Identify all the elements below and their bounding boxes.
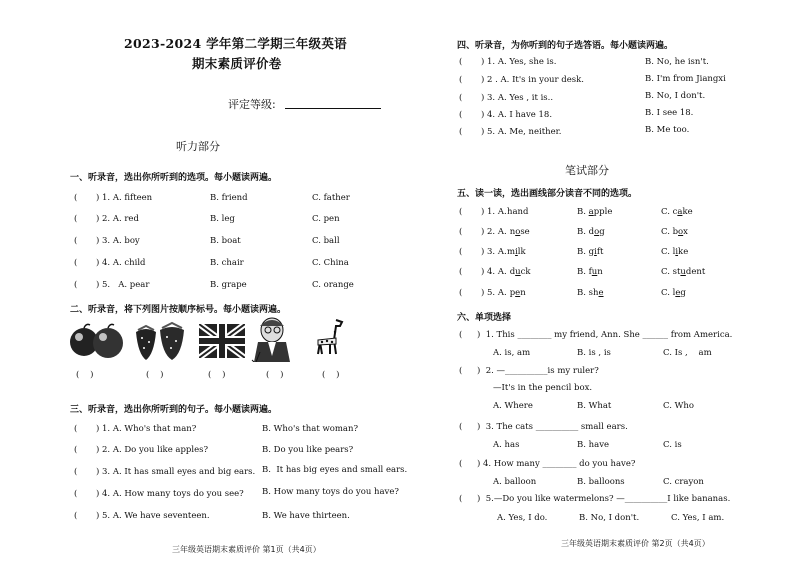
underlined-letter: e <box>598 288 604 298</box>
option-c: C. ball <box>312 236 340 246</box>
option-a: ) 4. A. child <box>96 258 146 268</box>
option-a-text: p <box>507 288 516 298</box>
underlined-letter: o <box>678 227 684 237</box>
reply-b: B. I see 18. <box>645 108 694 118</box>
answer-paren[interactable]: ( <box>459 366 463 376</box>
choice-b: B. What <box>577 401 612 411</box>
reply-a: ) 1. A. Yes, she is. <box>481 57 557 67</box>
option-b <box>577 267 603 277</box>
option-b-text: B. sh <box>577 288 599 298</box>
choice-b: B. is , is <box>577 348 611 358</box>
picture-answer-paren[interactable]: ( ) <box>208 370 226 380</box>
option-b-text: pple <box>593 207 613 217</box>
option-a <box>507 227 530 237</box>
choice-b: B. No, I don't. <box>579 513 640 523</box>
option-b <box>577 227 605 237</box>
reply-a: ) 5. A. Me, neither. <box>481 127 562 137</box>
answer-paren[interactable]: ( <box>74 258 78 268</box>
answer-paren[interactable]: ( <box>74 236 78 246</box>
question-number: ) 2. A. <box>481 227 507 237</box>
option-b-text: B. f <box>577 267 592 277</box>
question-3-stem: ) 3. The cats __________ small ears. <box>477 422 628 432</box>
choice-c: C. Yes, I am. <box>671 513 725 523</box>
choice-c: C. is <box>663 440 682 450</box>
answer-paren[interactable]: ( <box>459 267 463 277</box>
underlined-letter: o <box>515 227 521 237</box>
reply-b: B. No, I don't. <box>645 91 706 101</box>
underlined-letter: a <box>588 207 594 217</box>
answer-paren[interactable]: ( <box>74 193 78 203</box>
choice-c: C. crayon <box>663 477 704 487</box>
choice-a: A. is, am <box>493 348 531 358</box>
option-a <box>507 267 531 277</box>
choice-c: C. Who <box>663 401 694 411</box>
question-number: ) 4. A. <box>481 267 507 277</box>
answer-paren[interactable]: ( <box>459 57 463 67</box>
sentence-a: ) 1. A. Who's that man? <box>96 424 197 434</box>
option-c <box>661 227 688 237</box>
option-c-text: g <box>680 288 686 298</box>
reply-a: ) 2 . A. It's in your desk. <box>481 75 584 85</box>
picture-answer-paren[interactable]: ( ) <box>266 370 284 380</box>
option-c: C. father <box>312 193 350 203</box>
choice-b: B. balloons <box>577 477 625 487</box>
option-c-text: dent <box>685 267 706 277</box>
answer-paren[interactable]: ( <box>459 459 463 469</box>
giraffe-picture <box>312 318 348 358</box>
question-5-stem: ) 5.—Do you like watermelons? —__________I like bananas. <box>477 494 731 504</box>
option-b-text: B. <box>577 207 589 217</box>
option-a <box>507 247 526 257</box>
section-3-heading: 三、听录音，选出你所听到的句子。每小题读两遍。 <box>70 405 278 415</box>
answer-paren[interactable]: ( <box>459 494 463 504</box>
answer-paren[interactable]: ( <box>459 227 463 237</box>
section-4-heading: 四、听录音，为你听到的句子选答语。每小题读两遍。 <box>457 41 674 51</box>
answer-paren[interactable]: ( <box>74 467 78 477</box>
reply-a: ) 3. A. Yes , it is.. <box>481 93 554 103</box>
exam-title: 2023-2024 学年第二学期三年级英语 <box>124 36 347 51</box>
reply-b: B. I'm from Jiangxi <box>645 74 726 84</box>
reply-b: B. Me too. <box>645 125 690 135</box>
answer-paren[interactable]: ( <box>459 247 463 257</box>
option-a: ) 1. A. fifteen <box>96 193 153 203</box>
choice-a: A. Where <box>493 401 533 411</box>
option-b: B. boat <box>210 236 241 246</box>
sentence-a: ) 4. A. How many toys do you see? <box>96 489 244 499</box>
sentence-b: B. It has big eyes and small ears. <box>262 465 408 475</box>
underlined-letter: e <box>675 288 681 298</box>
option-c <box>661 247 688 257</box>
option-b-text: n <box>597 267 603 277</box>
underlined-letter: e <box>515 288 521 298</box>
option-b <box>577 207 612 217</box>
picture-answer-paren[interactable]: ( ) <box>322 370 340 380</box>
answer-paren[interactable]: ( <box>74 214 78 224</box>
answer-paren[interactable]: ( <box>74 424 78 434</box>
answer-paren[interactable]: ( <box>74 511 78 521</box>
answer-paren[interactable]: ( <box>459 422 463 432</box>
option-b-text: ft <box>596 247 604 257</box>
option-c <box>661 288 686 298</box>
underlined-letter: i <box>515 247 518 257</box>
underlined-letter: o <box>594 227 600 237</box>
answer-paren[interactable]: ( <box>459 110 463 120</box>
picture-answer-paren[interactable]: ( ) <box>76 370 94 380</box>
question-2-stem: ) 2. —__________is my ruler? <box>477 366 599 376</box>
option-a-text: m <box>507 247 516 257</box>
option-a-text: ck <box>520 267 531 277</box>
answer-paren[interactable]: ( <box>459 93 463 103</box>
answer-paren[interactable]: ( <box>459 207 463 217</box>
question-number: ) 5. A. <box>481 288 507 298</box>
answer-paren[interactable]: ( <box>459 127 463 137</box>
sentence-b: B. Who's that woman? <box>262 424 359 434</box>
option-c-text: C. c <box>661 207 678 217</box>
reply-b: B. No, he isn't. <box>645 57 709 67</box>
option-c: C. China <box>312 258 349 268</box>
option-b-text: B. d <box>577 227 595 237</box>
sentence-b: B. Do you like pears? <box>262 445 354 455</box>
option-c-text: C. l <box>661 247 676 257</box>
listening-part-title: 听力部分 <box>176 140 220 153</box>
section-2-heading: 二、听录音，将下列图片按顺序标号。每小题读两遍。 <box>70 305 287 315</box>
sentence-b: B. We have thirteen. <box>262 511 350 521</box>
strawberries-picture <box>132 320 188 362</box>
answer-paren[interactable]: ( <box>74 445 78 455</box>
option-b-text: g <box>599 227 605 237</box>
section-5-heading: 五、读一读，选出画线部分读音不同的选项。 <box>457 189 638 199</box>
underlined-letter: u <box>680 267 686 277</box>
option-c-text: ke <box>678 247 689 257</box>
answer-paren[interactable]: ( <box>74 489 78 499</box>
sentence-a: ) 2. A. Do you like apples? <box>96 445 209 455</box>
option-a-text: d <box>507 267 516 277</box>
option-c: C. orange <box>312 280 354 290</box>
option-a: ) 3. A. boy <box>96 236 140 246</box>
answer-paren[interactable]: ( <box>459 288 463 298</box>
question-4-stem: ) 4. How many ________ do you have? <box>477 459 636 469</box>
option-a <box>507 288 526 298</box>
exam-subtitle: 期末素质评价卷 <box>192 56 282 71</box>
option-a-text: se <box>520 227 530 237</box>
option-c: C. pen <box>312 214 340 224</box>
question-number: ) 1. A. <box>481 207 507 217</box>
choice-a: A. Yes, I do. <box>497 513 548 523</box>
choice-a: A. balloon <box>493 477 537 487</box>
option-a-text: hand <box>507 207 529 217</box>
option-b-text: B. g <box>577 247 595 257</box>
option-c <box>661 207 693 217</box>
section-1-heading: 一、听录音，选出你所听到的选项。每小题读两遍。 <box>70 173 278 183</box>
answer-paren[interactable]: ( <box>74 280 78 290</box>
option-a-text: lk <box>517 247 526 257</box>
union-jack-picture <box>199 324 245 358</box>
underlined-letter: u <box>515 267 521 277</box>
option-a: ) 5. A. pear <box>96 280 150 290</box>
option-b: B. grape <box>210 280 247 290</box>
sentence-a: ) 3. A. It has small eyes and big ears. <box>96 467 256 477</box>
reply-a: ) 4. A. I have 18. <box>481 110 553 120</box>
option-c-text: x <box>683 227 688 237</box>
answer-paren[interactable]: ( <box>459 75 463 85</box>
option-c-text: ke <box>682 207 693 217</box>
option-c <box>661 267 705 277</box>
option-b <box>577 288 604 298</box>
option-b: B. chair <box>210 258 244 268</box>
option-a-text: n <box>507 227 516 237</box>
underlined-letter: u <box>591 267 598 277</box>
picture-answer-paren[interactable]: ( ) <box>146 370 164 380</box>
question-2-reply: —It's in the pencil box. <box>493 383 593 393</box>
option-a-text: n <box>520 288 526 298</box>
underlined-letter: i <box>675 247 679 257</box>
choice-a: A. has <box>493 440 520 450</box>
sentence-b: B. How many toys do you have? <box>262 487 399 497</box>
grandfather-picture <box>250 316 296 362</box>
option-b: B. friend <box>210 193 248 203</box>
option-a <box>507 207 528 217</box>
option-b <box>577 247 603 257</box>
choice-b: B. have <box>577 440 610 450</box>
option-b: B. leg <box>210 214 235 224</box>
option-c-text: C. st <box>661 267 681 277</box>
sentence-a: ) 5. A. We have seventeen. <box>96 511 210 521</box>
grade-label: 评定等级: <box>228 98 276 111</box>
page-footer: 三年级英语期末素质评价 第1页（共4页） <box>172 545 321 554</box>
choice-c: C. Is , am <box>663 348 712 358</box>
answer-paren[interactable]: ( <box>459 330 463 340</box>
option-c-text: C. l <box>661 288 676 298</box>
grade-blank-line <box>285 108 381 109</box>
underlined-letter: a <box>677 207 683 217</box>
writing-part-title: 笔试部分 <box>565 164 609 177</box>
apples-picture <box>66 322 128 360</box>
option-c-text: C. b <box>661 227 679 237</box>
page-footer: 三年级英语期末素质评价 第2页（共4页） <box>561 539 710 548</box>
section-6-heading: 六、单项选择 <box>457 313 512 323</box>
option-a: ) 2. A. red <box>96 214 139 224</box>
question-1-stem: ) 1. This ________ my friend, Ann. She ______ from America. <box>477 330 733 340</box>
right-page <box>397 0 794 561</box>
underlined-letter: i <box>594 247 597 257</box>
question-number: ) 3. A. <box>481 247 507 257</box>
